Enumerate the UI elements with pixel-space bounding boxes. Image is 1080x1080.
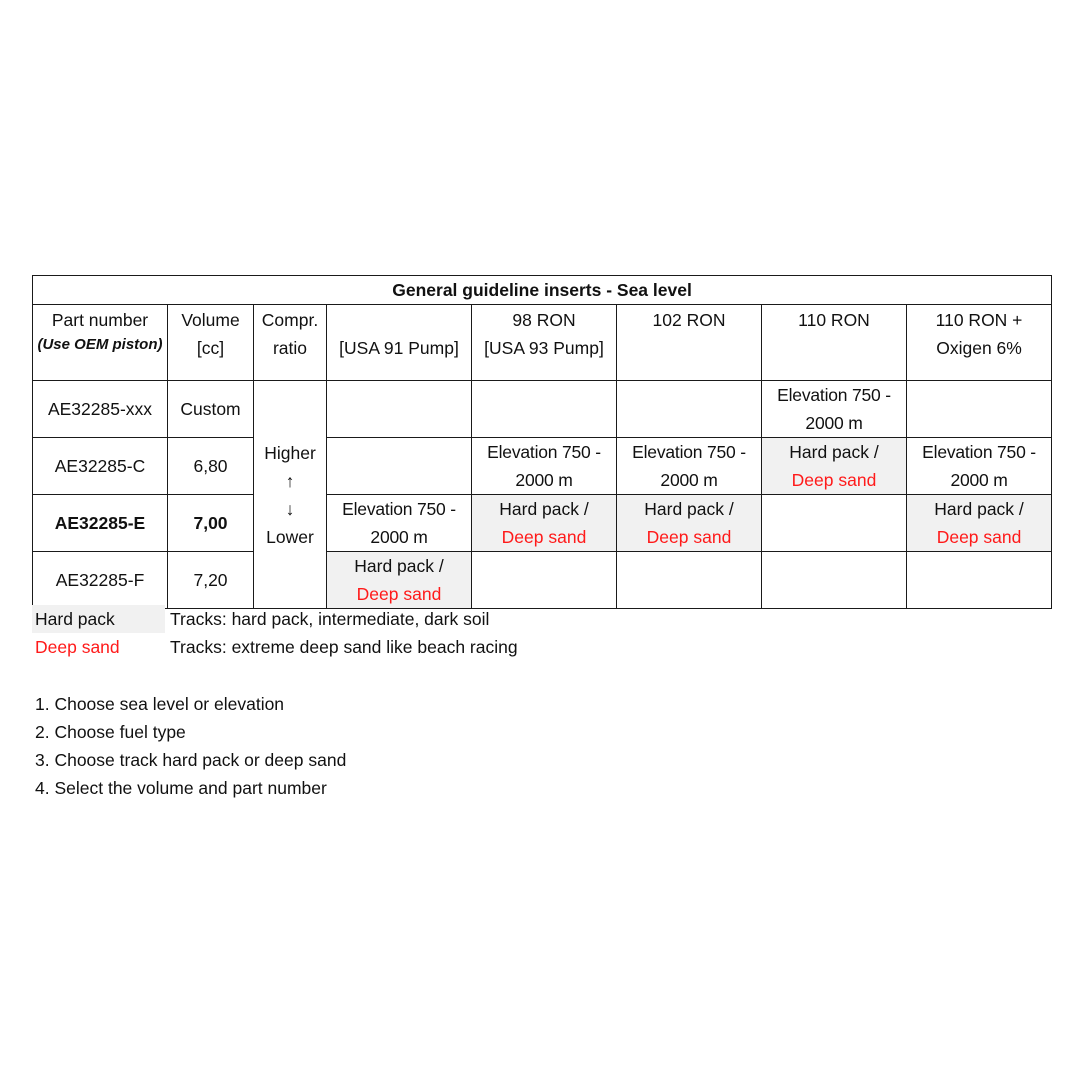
hard-pack-label: Hard pack / (644, 499, 734, 519)
hard-pack-label: Hard pack / (354, 556, 444, 576)
header-fuel-usa91-label: [USA 91 Pump] (339, 338, 459, 358)
track-cell (617, 495, 762, 552)
step-item: 4. Select the volume and part number (35, 778, 327, 798)
header-fuel-110ron-label: 110 RON (798, 310, 870, 330)
empty-cell (907, 552, 1052, 609)
header-fuel-110ron-oxigen (907, 305, 1052, 381)
deep-sand-label: Deep sand (646, 527, 732, 547)
header-volume-unit: [cc] (196, 338, 225, 358)
header-volume-label: Volume (181, 310, 240, 330)
instruction-steps (35, 690, 346, 802)
header-fuel-oxigen-label: Oxigen 6% (936, 338, 1022, 358)
hard-pack-label: Hard pack / (499, 499, 589, 519)
legend-row-deep-sand (32, 633, 518, 661)
step-item: 2. Choose fuel type (35, 722, 186, 742)
down-arrow-icon: ↓ (285, 498, 295, 519)
empty-cell (327, 381, 472, 438)
header-volume (168, 305, 254, 381)
header-fuel-102ron (617, 305, 762, 381)
table-title: General guideline inserts - Sea level (33, 276, 1052, 305)
legend-row-hard-pack (32, 605, 518, 633)
header-fuel-98ron (472, 305, 617, 381)
track-cell (907, 495, 1052, 552)
elevation-cell: Elevation 750 - 2000 m (472, 438, 617, 495)
elevation-cell: Elevation 750 - 2000 m (762, 381, 907, 438)
header-fuel-usa93-label: [USA 93 Pump] (484, 338, 604, 358)
volume-cell: 6,80 (168, 438, 254, 495)
ratio-higher: Higher (264, 442, 316, 463)
ratio-lower: Lower (266, 526, 314, 547)
volume-cell: 7,00 (168, 495, 254, 552)
empty-cell (617, 552, 762, 609)
step-item: 3. Choose track hard pack or deep sand (35, 750, 347, 770)
header-ratio-label: ratio (272, 338, 308, 358)
empty-cell (762, 495, 907, 552)
empty-cell (327, 438, 472, 495)
track-cell (762, 438, 907, 495)
header-fuel-102ron-label: 102 RON (652, 310, 726, 330)
ratio-cell (254, 381, 327, 609)
header-compr-label: Compr. (261, 310, 319, 330)
legend-hard-pack-desc: Tracks: hard pack, intermediate, dark soil (170, 608, 490, 629)
header-fuel-110ron (762, 305, 907, 381)
step-item: 1. Choose sea level or elevation (35, 694, 285, 714)
part-cell: AE32285-F (33, 552, 168, 609)
deep-sand-label: Deep sand (501, 527, 587, 547)
legend-hard-pack-key: Hard pack (32, 605, 165, 633)
empty-cell (907, 381, 1052, 438)
elevation-cell: Elevation 750 - 2000 m (327, 495, 472, 552)
guideline-table (32, 275, 1052, 609)
hard-pack-label: Hard pack / (789, 442, 879, 462)
header-part-number (33, 305, 168, 381)
part-cell: AE32285-xxx (33, 381, 168, 438)
header-part-note: (Use OEM piston) (37, 336, 163, 353)
legend (32, 605, 518, 661)
legend-deep-sand-desc: Tracks: extreme deep sand like beach racing (170, 636, 518, 657)
legend-deep-sand-key: Deep sand (35, 637, 120, 657)
header-fuel-110ron-plus-label: 110 RON + (935, 310, 1023, 330)
header-fuel-usa91-blank (327, 306, 471, 334)
empty-cell (472, 552, 617, 609)
volume-cell: Custom (168, 381, 254, 438)
empty-cell (762, 552, 907, 609)
part-cell: AE32285-E (33, 495, 168, 552)
empty-cell (617, 381, 762, 438)
volume-cell: 7,20 (168, 552, 254, 609)
deep-sand-label: Deep sand (936, 527, 1022, 547)
empty-cell (472, 381, 617, 438)
deep-sand-label: Deep sand (356, 584, 442, 604)
header-fuel-usa91 (327, 305, 472, 381)
deep-sand-label: Deep sand (791, 470, 877, 490)
up-arrow-icon: ↑ (285, 470, 295, 491)
track-cell (472, 495, 617, 552)
header-compr-ratio (254, 305, 327, 381)
track-cell (327, 552, 472, 609)
header-fuel-98ron-label: 98 RON (512, 310, 576, 330)
hard-pack-label: Hard pack / (934, 499, 1024, 519)
header-part-label: Part number (51, 310, 149, 330)
part-cell: AE32285-C (33, 438, 168, 495)
elevation-cell: Elevation 750 - 2000 m (907, 438, 1052, 495)
elevation-cell: Elevation 750 - 2000 m (617, 438, 762, 495)
